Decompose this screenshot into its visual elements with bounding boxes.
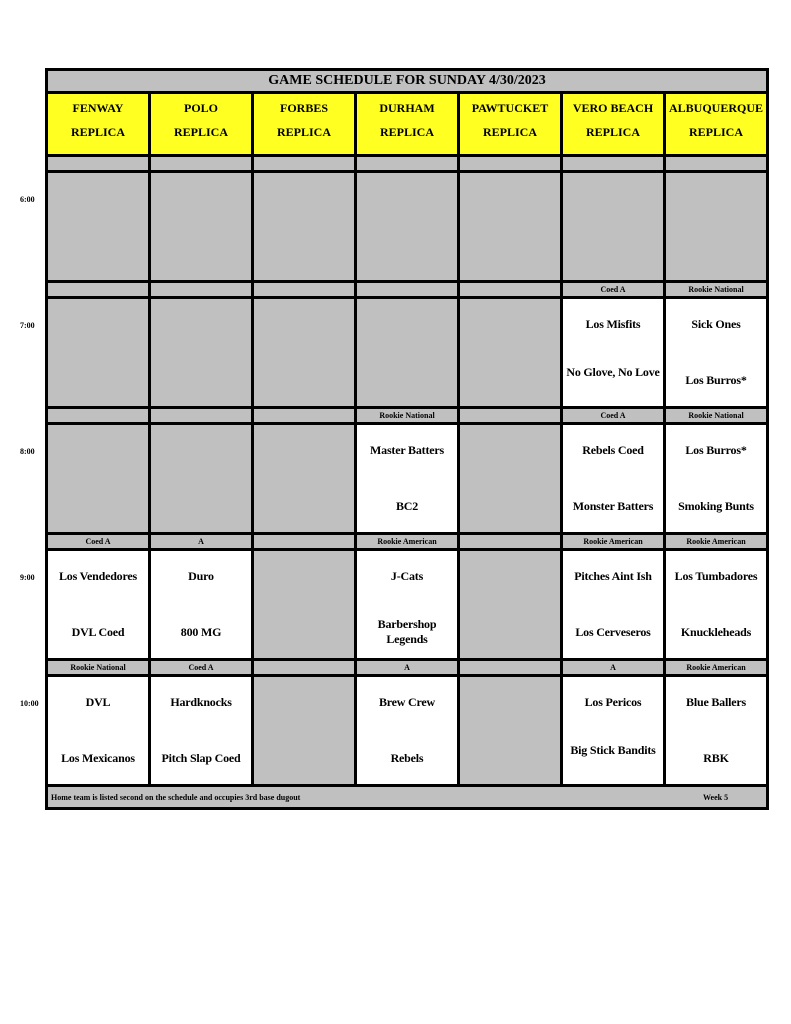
empty-slot <box>460 677 560 784</box>
division-label <box>151 409 251 422</box>
empty-slot <box>460 299 560 406</box>
division-label <box>460 409 560 422</box>
division-label <box>666 157 766 170</box>
division-label <box>460 535 560 548</box>
field-header <box>460 94 560 154</box>
empty-slot <box>357 173 457 280</box>
empty-slot <box>254 425 354 532</box>
division-label <box>48 409 148 422</box>
field-header <box>357 94 457 154</box>
home-team: DVL Coed <box>71 625 125 639</box>
division-label <box>254 409 354 422</box>
time-label: 8:00 <box>20 447 35 456</box>
field-name: PAWTUCKET <box>471 101 549 115</box>
empty-slot <box>460 551 560 658</box>
division-label: A <box>563 661 663 674</box>
home-team: Monster Batters <box>572 499 654 513</box>
game-cell <box>563 425 663 532</box>
field-header <box>48 94 148 154</box>
away-team: Master Batters <box>370 443 444 457</box>
field-name: FORBES <box>279 101 328 115</box>
field-name: DURHAM <box>379 101 435 115</box>
home-team: Smoking Bunts <box>678 499 754 513</box>
home-team: Los Mexicanos <box>61 751 135 765</box>
division-label <box>151 283 251 296</box>
away-team: Pitches Aint Ish <box>574 569 652 583</box>
division-label <box>460 283 560 296</box>
away-team: Brew Crew <box>378 695 436 709</box>
division-label <box>460 157 560 170</box>
home-team: RBK <box>703 751 729 765</box>
home-team: No Glove, No Love <box>566 365 660 379</box>
field-header <box>254 94 354 154</box>
game-cell <box>563 551 663 658</box>
game-cell <box>563 677 663 784</box>
division-label: Rookie American <box>666 535 766 548</box>
field-name: ALBUQUERQUE <box>668 101 763 115</box>
home-team-note: Home team is listed second on the schedule and occupies 3rd base dugout <box>51 793 301 802</box>
away-team: Rebels Coed <box>582 443 644 457</box>
away-team: Sick Ones <box>691 317 741 331</box>
empty-slot <box>48 425 148 532</box>
footer <box>48 787 766 807</box>
empty-slot <box>460 425 560 532</box>
away-team: Los Misfits <box>585 317 641 331</box>
field-name: POLO <box>183 101 218 115</box>
division-label: A <box>151 535 251 548</box>
time-label: 6:00 <box>20 195 35 204</box>
division-label <box>151 157 251 170</box>
field-name: VERO BEACH <box>572 101 654 115</box>
page-title: GAME SCHEDULE FOR SUNDAY 4/30/2023 <box>48 71 766 91</box>
empty-slot <box>254 551 354 658</box>
division-label <box>254 661 354 674</box>
empty-slot <box>563 173 663 280</box>
division-label: Rookie National <box>666 409 766 422</box>
division-label: Coed A <box>48 535 148 548</box>
field-type: REPLICA <box>482 125 537 139</box>
empty-slot <box>151 299 251 406</box>
empty-slot <box>151 425 251 532</box>
empty-slot <box>254 677 354 784</box>
empty-slot <box>254 299 354 406</box>
away-team: Hardknocks <box>170 695 232 709</box>
field-type: REPLICA <box>173 125 228 139</box>
time-label: 7:00 <box>20 321 35 330</box>
division-label: Coed A <box>563 283 663 296</box>
field-type: REPLICA <box>585 125 640 139</box>
division-label: Rookie American <box>357 535 457 548</box>
game-cell <box>666 677 766 784</box>
away-team: Los Pericos <box>584 695 642 709</box>
game-cell <box>48 551 148 658</box>
game-cell <box>151 677 251 784</box>
field-type: REPLICA <box>276 125 331 139</box>
time-label: 10:00 <box>20 699 39 708</box>
home-team: 800 MG <box>180 625 222 639</box>
home-team: Los Cerveseros <box>575 625 651 639</box>
division-label: Rookie American <box>666 661 766 674</box>
division-label <box>254 535 354 548</box>
division-label: Rookie National <box>357 409 457 422</box>
home-team: BC2 <box>395 499 419 513</box>
division-label <box>357 283 457 296</box>
week-label: Week 5 <box>703 793 729 802</box>
home-team: Barbershop Legends <box>377 617 437 646</box>
empty-slot <box>151 173 251 280</box>
division-label: Rookie National <box>48 661 148 674</box>
division-label: Coed A <box>563 409 663 422</box>
field-header <box>563 94 663 154</box>
division-label <box>563 157 663 170</box>
empty-slot <box>460 173 560 280</box>
game-cell <box>357 551 457 658</box>
home-team: Big Stick Bandits <box>570 743 656 757</box>
away-team: Duro <box>188 569 214 583</box>
empty-slot <box>357 299 457 406</box>
empty-slot <box>48 173 148 280</box>
game-cell <box>563 299 663 406</box>
field-type: REPLICA <box>379 125 434 139</box>
away-team: Los Tumbadores <box>674 569 758 583</box>
division-label <box>48 283 148 296</box>
away-team: Los Burros* <box>685 443 747 457</box>
schedule-grid <box>45 68 769 810</box>
division-label: A <box>357 661 457 674</box>
division-label: Coed A <box>151 661 251 674</box>
home-team: Rebels <box>390 751 424 765</box>
empty-slot <box>48 299 148 406</box>
empty-slot <box>254 173 354 280</box>
away-team: DVL <box>85 695 111 709</box>
away-team: J-Cats <box>390 569 424 583</box>
division-label <box>357 157 457 170</box>
empty-slot <box>666 173 766 280</box>
division-label <box>48 157 148 170</box>
field-name: FENWAY <box>72 101 124 115</box>
division-label: Rookie National <box>666 283 766 296</box>
field-header <box>151 94 251 154</box>
division-label <box>254 283 354 296</box>
field-type: REPLICA <box>688 125 743 139</box>
game-cell <box>151 551 251 658</box>
home-team: Pitch Slap Coed <box>161 751 241 765</box>
game-cell <box>666 551 766 658</box>
game-cell <box>666 425 766 532</box>
field-type: REPLICA <box>70 125 125 139</box>
home-team: Los Burros* <box>685 373 747 387</box>
field-header <box>666 94 766 154</box>
game-cell <box>666 299 766 406</box>
home-team: Knuckleheads <box>680 625 752 639</box>
game-cell <box>357 677 457 784</box>
time-label: 9:00 <box>20 573 35 582</box>
division-label <box>254 157 354 170</box>
away-team: Los Vendedores <box>58 569 137 583</box>
game-cell <box>357 425 457 532</box>
away-team: Blue Ballers <box>686 695 746 709</box>
game-cell <box>48 677 148 784</box>
division-label <box>460 661 560 674</box>
division-label: Rookie American <box>563 535 663 548</box>
